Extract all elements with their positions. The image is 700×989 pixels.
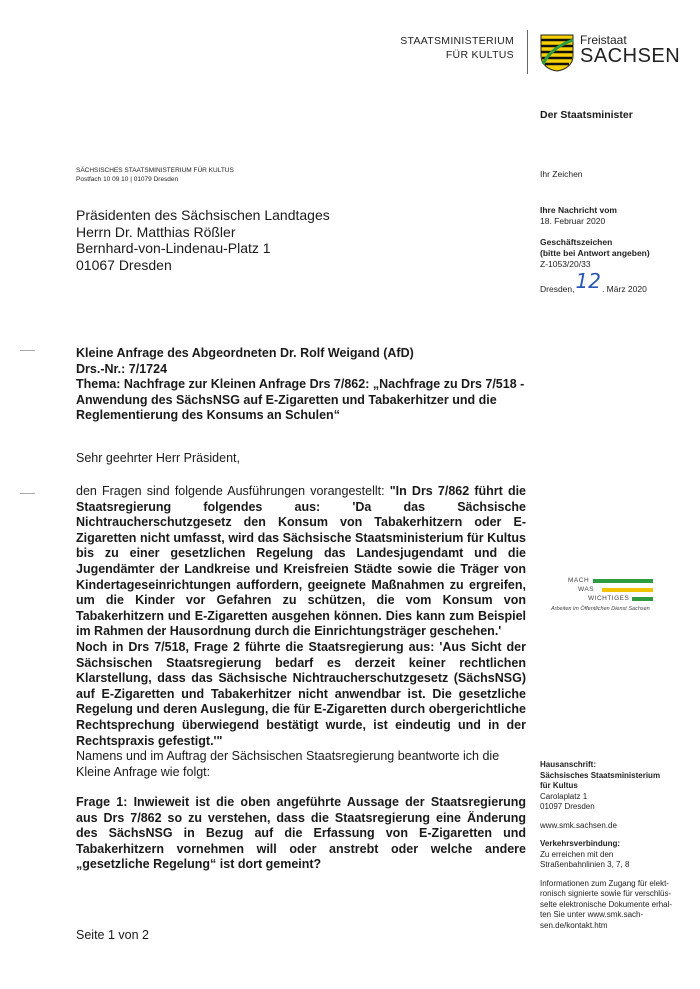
answer-intro: Namens und im Auftrag der Sächsischen Staatsregierung beantworte ich die Kleine Anfrage wie folgt:: [76, 749, 500, 779]
date-suffix: . März 2020: [601, 284, 647, 294]
recipient-line-1: Präsidenten des Sächsischen Landtages: [76, 207, 330, 223]
info-line-3: selte elektronische Dokumente erhal-: [540, 899, 673, 909]
contact-block: [540, 760, 672, 931]
ihr-zeichen-label: Ihr Zeichen: [540, 169, 583, 179]
salutation: Sehr geehrter Herr Präsident,: [76, 451, 240, 465]
info-line-2: ronisch signierte sowie für verschlüs-: [540, 889, 672, 898]
gz-value: Z-1053/20/33: [540, 259, 591, 269]
reference-geschaeftszeichen: [540, 237, 650, 270]
gz-label-2: (bitte bei Antwort angeben): [540, 248, 650, 258]
street: Carolaplatz 1: [540, 791, 588, 801]
sender-line-1: SÄCHSISCHES STAATSMINISTERIUM FÜR KULTUS: [76, 167, 234, 174]
verkehr-label: Verkehrsverbindung:: [540, 839, 621, 848]
fold-mark: [20, 493, 35, 494]
campaign-tagline: Arbeiten im Öffentlichen Dienst Sachsen: [551, 606, 650, 612]
header-divider: [527, 30, 528, 74]
haus-name-1: Sächsisches Staatsministerium: [540, 770, 661, 780]
campaign-word-2: WAS: [578, 586, 595, 593]
recipient-line-4: 01067 Dresden: [76, 256, 172, 273]
campaign-logo: [548, 577, 658, 617]
reference-nachricht: [540, 205, 617, 227]
gz-label-1: Geschäftszeichen: [540, 237, 613, 247]
campaign-bar-yellow: [602, 588, 653, 592]
info-line-5: sen.de/kontakt.htm: [540, 920, 608, 930]
campaign-bar-green: [593, 579, 653, 583]
sender-role: Der Staatsminister: [540, 109, 633, 121]
subject-line-3: Thema: Nachfrage zur Kleinen Anfrage Drs 7/862: „Nachfrage zu Drs 7/518 - Anwendung des SächsNSG auf E-Zigaretten und Tabakerhitzer und die Reglementierung des Konsums an Schulen“: [76, 377, 525, 422]
question-1: Frage 1: Inwieweit ist die oben angeführte Aussage der Staatsregierung aus Drs 7/862 so zu verstehen, dass die Staatsregierung eine Änderung des SächsNSG in Bezug auf die Erfassung von E-Zigaretten und Tabakerhitzern vornehmen will oder anstrebt oder welche andere „gesetzliche Regelung“ ist dort gemeint?: [76, 795, 526, 872]
recipient-line-3: Bernhard-von-Lindenau-Platz 1: [76, 240, 271, 256]
second-quote: Noch in Drs 7/518, Frage 2 führte die Staatsregierung aus: 'Aus Sicht der Sächsischen Staatsregierung bedarf es derzeit keiner rechtlichen Klarstellung, dass das Sächsische Nichtraucherschutzgesetz (SächsNSG) auf E-Zigaretten und Tabakerhitzer nicht anwendbar ist. Die gesetzliche Regelung und deren Auslegung, die für E-Zigaretten durch obergerichtliche Rechtsprechung überwiegend bestätigt wurde, ist eindeutig und in der Rechtspraxis gefestigt.'": [76, 639, 526, 748]
intro-normal: den Fragen sind folgende Ausführungen vorangestellt:: [76, 484, 390, 498]
campaign-word-1: MACH: [568, 577, 590, 584]
info-line-4: ten Sie unter www.smk.sach-: [540, 910, 644, 919]
subject-line-1: Kleine Anfrage des Abgeordneten Dr. Rolf Weigand (AfD): [76, 346, 414, 360]
intro-quote: "In Drs 7/862 führt die Staatsregierung folgendes aus: 'Da das Sächsische Nichtraucherschutzgesetz den Konsum von Tabakerhitzern oder E-Zigaretten nicht umfasst, wird das Sächsische Staatsministerium für Kultus bis zu einer gesetzlichen Regelung das Landesjugendamt und die Jugendämter der Landkreise und Kreisfreien Städte sowie die Träger von Kindertageseinrichtungen auffordern, geeignete Maßnahmen zu ergreifen, um die Kinder vor Gefahren zu schützen, die vom Konsum von Tabakerhitzern und E-Zigaretten ausgehen können. Dies kann zum Beispiel im Rahmen der Hausordnung durch die Einrichtungsträger geschehen.': [76, 484, 526, 639]
recipient-address: [76, 207, 330, 273]
sender-line-2: Postfach 10 09 10 | 01079 Dresden: [76, 175, 179, 183]
coat-of-arms-icon: [540, 34, 574, 72]
website: www.smk.sachsen.de: [540, 820, 617, 830]
brand-large: SACHSEN: [580, 45, 681, 67]
verkehr-line-2: Straßenbahnlinien 3, 7, 8: [540, 860, 630, 869]
haus-name-2: für Kultus: [540, 781, 578, 790]
ministry-line-1: STAATSMINISTERIUM: [400, 35, 514, 47]
sender-address: [76, 167, 234, 184]
campaign-bar-green-short: [632, 597, 653, 601]
ministry-name: [372, 34, 514, 62]
campaign-word-3: WICHTIGES: [588, 595, 630, 602]
verkehr-line-1: Zu erreichen mit den: [540, 849, 614, 859]
date-prefix: Dresden,: [540, 284, 575, 294]
page-number: Seite 1 von 2: [76, 928, 149, 942]
recipient-line-2: Herrn Dr. Matthias Rößler: [76, 223, 236, 240]
city: 01097 Dresden: [540, 802, 595, 811]
intro-paragraph: [76, 484, 526, 749]
date-day-handwritten: 12: [575, 269, 601, 293]
nachricht-date: 18. Februar 2020: [540, 216, 606, 226]
brand-small: Freistaat: [580, 33, 627, 47]
subject-block: [76, 346, 526, 424]
info-line-1: Informationen zum Zugang für elekt-: [540, 878, 669, 888]
haus-label: Hausanschrift:: [540, 760, 597, 769]
letter-date: [540, 269, 647, 295]
subject-line-2: Drs.-Nr.: 7/1724: [76, 361, 168, 376]
ministry-line-2: FÜR KULTUS: [445, 49, 514, 61]
nachricht-label: Ihre Nachricht vom: [540, 205, 617, 215]
fold-mark: [20, 350, 35, 351]
